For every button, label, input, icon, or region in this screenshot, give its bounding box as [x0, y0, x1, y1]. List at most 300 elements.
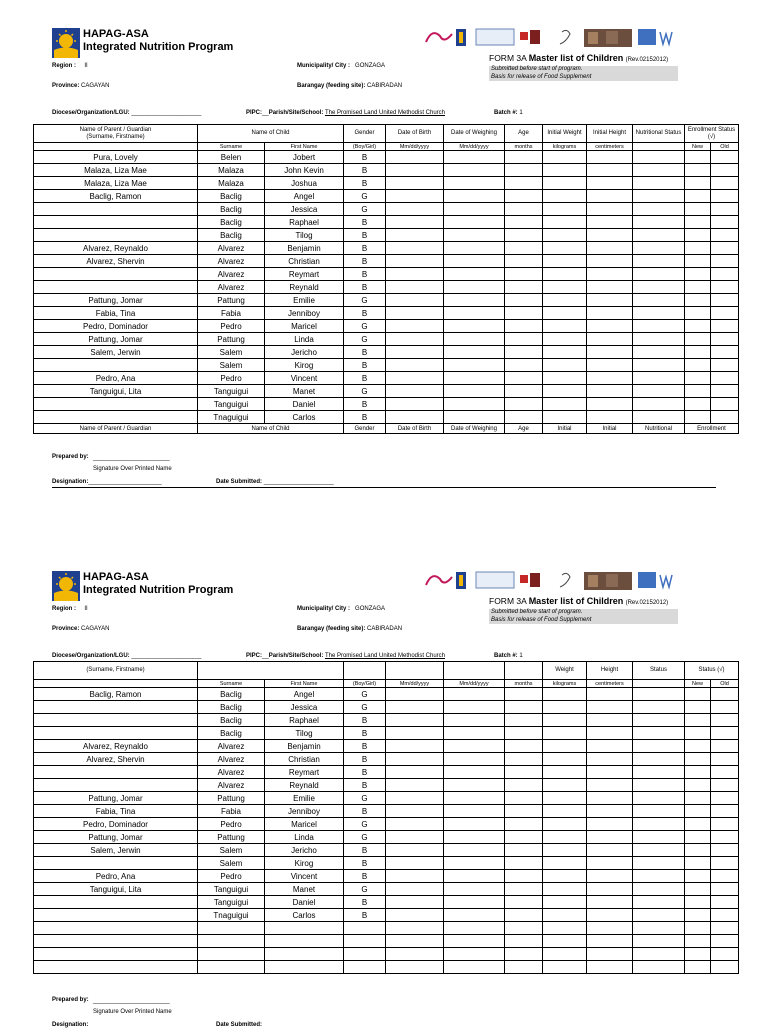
enrollment-old-cell	[711, 844, 739, 857]
dob-cell	[386, 870, 444, 883]
parent-cell: Pattung, Jomar	[34, 294, 198, 307]
firstname-cell: Jericho	[265, 844, 344, 857]
enrollment-new-cell	[685, 805, 711, 818]
foot-weight: Initial	[543, 424, 587, 434]
col-new-header: New	[685, 680, 711, 688]
gender-cell: B	[344, 714, 386, 727]
municipality-value: GONZAGA	[355, 63, 386, 69]
firstname-cell: Daniel	[265, 398, 344, 411]
dob-cell	[386, 203, 444, 216]
table-row	[34, 922, 739, 935]
enrollment-new-cell	[685, 896, 711, 909]
municipality-value: GONZAGA	[355, 606, 386, 612]
firstname-cell: Vincent	[265, 372, 344, 385]
col-parent-sub: (Surname, Firstname)	[34, 662, 198, 680]
age-cell	[505, 961, 543, 974]
col-surname-header: Surname	[198, 680, 265, 688]
municipality-label: Municipality/ City :	[297, 606, 351, 612]
pipc-blank: __	[262, 653, 269, 659]
dow-cell	[444, 896, 505, 909]
table-subheader-row	[34, 143, 739, 151]
enrollment-old-cell	[711, 359, 739, 372]
weight-cell	[543, 190, 587, 203]
nutritional-cell	[633, 896, 685, 909]
parish-value: The Promised Land United Methodist Church	[324, 110, 446, 116]
table-row	[34, 177, 739, 190]
weight-cell	[543, 320, 587, 333]
col-height-header: Height	[587, 662, 633, 680]
enrollment-old-cell	[711, 818, 739, 831]
enrollment-new-cell	[685, 398, 711, 411]
surname-cell: Salem	[198, 346, 265, 359]
height-cell	[587, 281, 633, 294]
parent-cell: Alvarez, Shervin	[34, 753, 198, 766]
weight-cell	[543, 766, 587, 779]
table-row	[34, 281, 739, 294]
enrollment-old-cell	[711, 857, 739, 870]
enrollment-old-cell	[711, 333, 739, 346]
weight-cell	[543, 177, 587, 190]
surname-cell: Tanguigui	[198, 896, 265, 909]
pipc-field	[246, 109, 445, 117]
table-row	[34, 831, 739, 844]
nutritional-cell	[633, 151, 685, 164]
height-cell	[587, 385, 633, 398]
firstname-cell: Maricel	[265, 818, 344, 831]
firstname-cell: Christian	[265, 255, 344, 268]
parent-cell	[34, 779, 198, 792]
nutritional-cell	[633, 844, 685, 857]
hapag-asa-logo-icon	[52, 571, 80, 601]
foot-enrollment: Enrollment	[685, 424, 739, 434]
col-surname-header: Surname	[198, 143, 265, 151]
dow-cell	[444, 320, 505, 333]
table-row	[34, 870, 739, 883]
nutritional-cell	[633, 805, 685, 818]
dow-cell	[444, 177, 505, 190]
gender-cell: B	[344, 177, 386, 190]
parent-cell: Pattung, Jomar	[34, 831, 198, 844]
barangay-field	[297, 625, 402, 633]
age-cell	[505, 372, 543, 385]
program-subtitle: Integrated Nutrition Program	[83, 41, 234, 53]
weight-cell	[543, 242, 587, 255]
firstname-cell: Angel	[265, 190, 344, 203]
enrollment-old-cell	[711, 714, 739, 727]
table-row	[34, 164, 739, 177]
height-cell	[587, 255, 633, 268]
firstname-cell: Emilie	[265, 294, 344, 307]
surname-cell: Pedro	[198, 372, 265, 385]
dow-cell	[444, 268, 505, 281]
form-code: FORM 3A	[489, 53, 527, 63]
region-value: II	[84, 606, 88, 612]
municipality-label: Municipality/ City :	[297, 63, 351, 69]
surname-cell: Salem	[198, 857, 265, 870]
col-age-blank	[505, 662, 543, 680]
surname-cell	[198, 948, 265, 961]
nutritional-cell	[633, 294, 685, 307]
col-weight-sub: kilograms	[543, 680, 587, 688]
prepared-by-label: Prepared by:	[52, 454, 89, 460]
col-dow-sub: Mm/dd/yyyy	[444, 680, 505, 688]
gender-cell: G	[344, 320, 386, 333]
age-cell	[505, 896, 543, 909]
col-new-header: New	[685, 143, 711, 151]
firstname-cell: Christian	[265, 753, 344, 766]
table-row	[34, 229, 739, 242]
firstname-cell: Jenniboy	[265, 307, 344, 320]
weight-cell	[543, 844, 587, 857]
age-cell	[505, 909, 543, 922]
age-cell	[505, 346, 543, 359]
surname-cell: Alvarez	[198, 268, 265, 281]
dob-cell	[386, 294, 444, 307]
gender-cell: B	[344, 372, 386, 385]
firstname-cell: Reymart	[265, 268, 344, 281]
table-row	[34, 385, 739, 398]
province-field	[52, 82, 109, 90]
parent-cell	[34, 857, 198, 870]
gender-cell: G	[344, 333, 386, 346]
designation-field	[52, 478, 162, 486]
enrollment-new-cell	[685, 935, 711, 948]
gender-cell: B	[344, 740, 386, 753]
enrollment-old-cell	[711, 948, 739, 961]
enrollment-new-cell	[685, 753, 711, 766]
dob-cell	[386, 714, 444, 727]
weight-cell	[543, 398, 587, 411]
nutritional-cell	[633, 779, 685, 792]
enrollment-new-cell	[685, 229, 711, 242]
table-row	[34, 151, 739, 164]
program-subtitle: Integrated Nutrition Program	[83, 584, 234, 596]
col-nutritional-sub	[633, 680, 685, 688]
dow-cell	[444, 255, 505, 268]
parent-cell: Pattung, Jomar	[34, 333, 198, 346]
enrollment-old-cell	[711, 229, 739, 242]
table-row	[34, 753, 739, 766]
surname-cell: Pattung	[198, 792, 265, 805]
prepared-by-blank: _______________________	[93, 998, 170, 1004]
enrollment-new-cell	[685, 922, 711, 935]
dob-cell	[386, 216, 444, 229]
parent-cell: Malaza, Liza Mae	[34, 177, 198, 190]
weight-cell	[543, 922, 587, 935]
enrollment-new-cell	[685, 740, 711, 753]
dow-cell	[444, 922, 505, 935]
parent-cell: Alvarez, Reynaldo	[34, 242, 198, 255]
table-row	[34, 307, 739, 320]
height-cell	[587, 909, 633, 922]
age-cell	[505, 320, 543, 333]
weight-cell	[543, 779, 587, 792]
batch-value: 1	[519, 110, 523, 116]
height-cell	[587, 792, 633, 805]
diocese-blank: _____________________	[131, 110, 202, 116]
surname-cell: Tanguigui	[198, 385, 265, 398]
surname-cell: Tnaguigui	[198, 411, 265, 424]
gender-cell: B	[344, 281, 386, 294]
partner-logos-icon	[422, 26, 678, 50]
parent-cell	[34, 714, 198, 727]
nutritional-cell	[633, 359, 685, 372]
nutritional-cell	[633, 688, 685, 701]
height-cell	[587, 229, 633, 242]
age-cell	[505, 922, 543, 935]
age-cell	[505, 805, 543, 818]
col-weight-header: Initial Weight	[543, 125, 587, 143]
weight-cell	[543, 294, 587, 307]
foot-dow: Date of Weighing	[444, 424, 505, 434]
firstname-cell: Benjamin	[265, 740, 344, 753]
enrollment-old-cell	[711, 307, 739, 320]
surname-cell: Alvarez	[198, 242, 265, 255]
master-list-body	[34, 125, 739, 424]
nutritional-cell	[633, 831, 685, 844]
dow-cell	[444, 359, 505, 372]
col-dob-sub: Mm/dd/yyyy	[386, 143, 444, 151]
form-title-box	[489, 53, 678, 81]
firstname-cell: Reynald	[265, 281, 344, 294]
dob-cell	[386, 359, 444, 372]
surname-cell: Baclig	[198, 727, 265, 740]
nutritional-cell	[633, 229, 685, 242]
enrollment-new-cell	[685, 177, 711, 190]
height-cell	[587, 346, 633, 359]
surname-cell: Baclig	[198, 203, 265, 216]
age-cell	[505, 870, 543, 883]
weight-cell	[543, 229, 587, 242]
col-firstname-header: First Name	[265, 680, 344, 688]
surname-cell: Belen	[198, 151, 265, 164]
col-enrollment-header: Enrollment Status (√)	[685, 125, 739, 143]
master-list-table	[33, 124, 739, 434]
gender-cell: B	[344, 870, 386, 883]
gender-cell: G	[344, 688, 386, 701]
gender-cell: G	[344, 294, 386, 307]
height-cell	[587, 961, 633, 974]
col-age-header: Age	[505, 125, 543, 143]
height-cell	[587, 688, 633, 701]
table-row	[34, 844, 739, 857]
height-cell	[587, 779, 633, 792]
parent-cell: Pedro, Ana	[34, 870, 198, 883]
diocese-label: Diocese/Organization/LGU:	[52, 653, 130, 659]
parent-cell	[34, 766, 198, 779]
height-cell	[587, 948, 633, 961]
nutritional-cell	[633, 909, 685, 922]
form-revision: (Rev.02152012)	[625, 57, 669, 63]
age-cell	[505, 766, 543, 779]
nutritional-cell	[633, 714, 685, 727]
age-cell	[505, 177, 543, 190]
age-cell	[505, 844, 543, 857]
table-row	[34, 268, 739, 281]
height-cell	[587, 857, 633, 870]
weight-cell	[543, 935, 587, 948]
firstname-cell: Reynald	[265, 779, 344, 792]
age-cell	[505, 831, 543, 844]
weight-cell	[543, 372, 587, 385]
foot-child: Name of Child	[198, 424, 344, 434]
dob-cell	[386, 857, 444, 870]
col-dow-sub: Mm/dd/yyyy	[444, 143, 505, 151]
firstname-cell: Joshua	[265, 177, 344, 190]
firstname-cell: Angel	[265, 688, 344, 701]
col-nutritional-header: Status	[633, 662, 685, 680]
enrollment-old-cell	[711, 792, 739, 805]
firstname-cell: Jessica	[265, 701, 344, 714]
region-field	[52, 62, 88, 70]
gender-cell: B	[344, 398, 386, 411]
dow-cell	[444, 294, 505, 307]
date-submitted-field	[216, 478, 334, 486]
parent-cell: Pura, Lovely	[34, 151, 198, 164]
dob-cell	[386, 281, 444, 294]
surname-cell: Alvarez	[198, 753, 265, 766]
dow-cell	[444, 779, 505, 792]
gender-cell: G	[344, 203, 386, 216]
municipality-field	[297, 605, 385, 613]
enrollment-old-cell	[711, 935, 739, 948]
col-weight-sub: kilograms	[543, 143, 587, 151]
weight-cell	[543, 203, 587, 216]
table-row	[34, 792, 739, 805]
enrollment-new-cell	[685, 411, 711, 424]
table-row	[34, 216, 739, 229]
age-cell	[505, 857, 543, 870]
dob-cell	[386, 727, 444, 740]
prepared-by-field	[52, 453, 89, 461]
gender-cell: B	[344, 896, 386, 909]
col-parent-header: Name of Parent / Guardian (Surname, Firstname)	[34, 125, 198, 143]
col-firstname-header: First Name	[265, 143, 344, 151]
surname-cell: Alvarez	[198, 255, 265, 268]
firstname-cell: Jessica	[265, 203, 344, 216]
enrollment-new-cell	[685, 164, 711, 177]
nutritional-cell	[633, 948, 685, 961]
weight-cell	[543, 688, 587, 701]
age-cell	[505, 203, 543, 216]
enrollment-old-cell	[711, 216, 739, 229]
form-name: Master list of Children	[528, 53, 624, 63]
region-label: Region :	[52, 63, 76, 69]
pipc-label: PIPC:	[246, 653, 263, 659]
gender-cell: B	[344, 805, 386, 818]
dow-cell	[444, 805, 505, 818]
age-cell	[505, 242, 543, 255]
table-row	[34, 740, 739, 753]
gender-cell: G	[344, 818, 386, 831]
gender-cell: B	[344, 255, 386, 268]
parent-cell	[34, 727, 198, 740]
age-cell	[505, 398, 543, 411]
weight-cell	[543, 857, 587, 870]
parent-cell	[34, 203, 198, 216]
gender-cell: B	[344, 307, 386, 320]
page-divider-line	[52, 487, 716, 488]
parent-cell	[34, 268, 198, 281]
parent-cell	[34, 896, 198, 909]
pipc-label: PIPC:	[246, 110, 263, 116]
enrollment-new-cell	[685, 333, 711, 346]
region-value: II	[84, 63, 88, 69]
col-gender-blank	[344, 662, 386, 680]
enrollment-old-cell	[711, 831, 739, 844]
gender-cell: B	[344, 727, 386, 740]
enrollment-old-cell	[711, 294, 739, 307]
diocese-field	[52, 652, 201, 660]
gender-cell: B	[344, 779, 386, 792]
parent-cell: Pedro, Ana	[34, 372, 198, 385]
nutritional-cell	[633, 701, 685, 714]
firstname-cell: Tilog	[265, 727, 344, 740]
surname-cell	[198, 961, 265, 974]
dow-cell	[444, 398, 505, 411]
dob-cell	[386, 255, 444, 268]
nutritional-cell	[633, 740, 685, 753]
table-row	[34, 333, 739, 346]
weight-cell	[543, 805, 587, 818]
enrollment-old-cell	[711, 753, 739, 766]
enrollment-old-cell	[711, 688, 739, 701]
firstname-cell	[265, 935, 344, 948]
age-cell	[505, 190, 543, 203]
weight-cell	[543, 255, 587, 268]
dob-cell	[386, 385, 444, 398]
parent-cell	[34, 281, 198, 294]
table-row	[34, 896, 739, 909]
form-title	[489, 53, 678, 66]
gender-cell: G	[344, 190, 386, 203]
province-label: Province:	[52, 83, 80, 89]
province-value: CAGAYAN	[81, 83, 110, 89]
hapag-asa-logo-icon	[52, 28, 80, 58]
dow-cell	[444, 307, 505, 320]
col-gender-sub: (Boy/Girl)	[344, 143, 386, 151]
firstname-cell: Kirog	[265, 857, 344, 870]
weight-cell	[543, 701, 587, 714]
barangay-field	[297, 82, 402, 90]
age-cell	[505, 935, 543, 948]
col-dow-blank	[444, 662, 505, 680]
enrollment-new-cell	[685, 151, 711, 164]
firstname-cell: Jobert	[265, 151, 344, 164]
parent-cell: Alvarez, Shervin	[34, 255, 198, 268]
gender-cell: B	[344, 229, 386, 242]
dob-cell	[386, 831, 444, 844]
surname-cell: Baclig	[198, 190, 265, 203]
gender-cell: B	[344, 766, 386, 779]
batch-field	[494, 109, 523, 117]
dow-cell	[444, 831, 505, 844]
age-cell	[505, 229, 543, 242]
nutritional-cell	[633, 281, 685, 294]
weight-cell	[543, 896, 587, 909]
nutritional-cell	[633, 346, 685, 359]
enrollment-old-cell	[711, 242, 739, 255]
dow-cell	[444, 870, 505, 883]
firstname-cell: Tilog	[265, 229, 344, 242]
gender-cell: B	[344, 753, 386, 766]
dow-cell	[444, 203, 505, 216]
weight-cell	[543, 268, 587, 281]
gender-cell: B	[344, 359, 386, 372]
dow-cell	[444, 151, 505, 164]
dob-cell	[386, 307, 444, 320]
gender-cell: G	[344, 792, 386, 805]
